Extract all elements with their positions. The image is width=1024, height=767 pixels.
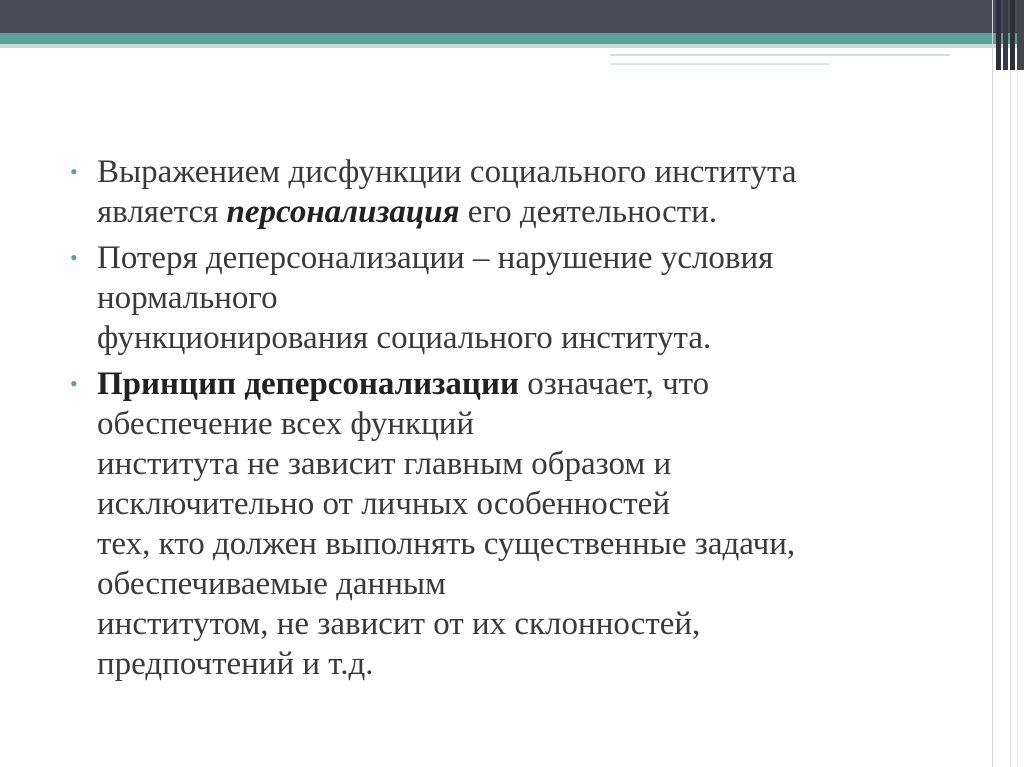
bullet-line [97, 364, 970, 404]
right-frame [992, 0, 1024, 767]
bullet-dot-icon: • [70, 159, 78, 184]
header-band-dark [0, 0, 1024, 33]
bullet-line: Выражением дисфункции социального института [97, 154, 797, 190]
bullet-item [70, 364, 970, 684]
bullet-line: института не зависит главным образом и [97, 446, 672, 482]
bullet-line: нормального [97, 280, 278, 316]
bullet-text: является [97, 194, 227, 230]
bullet-line: институтом, не зависит от их склонностей, [97, 606, 701, 642]
bullet-line: Потеря деперсонализации – нарушение условия [97, 240, 774, 276]
bullet-dot-icon: • [70, 371, 78, 396]
header-accent-line [610, 54, 950, 56]
header-accent-line-short [610, 63, 830, 65]
right-frame-line [1017, 70, 1018, 767]
right-frame-line [1010, 70, 1011, 767]
bullet-line: тех, кто должен выполнять существенные задачи, [97, 526, 796, 562]
header-band-teal [0, 33, 1024, 44]
bullet-text: означает, что [518, 366, 710, 402]
bullet-dot-icon: • [70, 245, 78, 270]
bullet-item [70, 152, 970, 232]
right-stripe [996, 0, 1001, 70]
bullet-line: обеспечиваемые данным [97, 566, 446, 602]
bullet-list [70, 152, 970, 690]
bullet-text: его деятельности. [459, 194, 718, 230]
bullet-line: функционирования социального института. [97, 320, 712, 356]
bullet-line: предпочтений и т.д. [97, 646, 374, 682]
bullet-line [97, 192, 970, 232]
header-band-light [0, 44, 1024, 48]
bullet-line: обеспечение всех функций [97, 406, 475, 442]
bold-term: Принцип деперсонализации [97, 366, 519, 402]
emphasis-term: персонализация [226, 194, 460, 230]
bullet-line: исключительно от личных особенностей [97, 486, 670, 522]
bullet-item [70, 238, 970, 358]
right-stripe [1003, 0, 1008, 70]
right-stripe [1017, 0, 1024, 70]
right-stripe [1010, 0, 1015, 70]
